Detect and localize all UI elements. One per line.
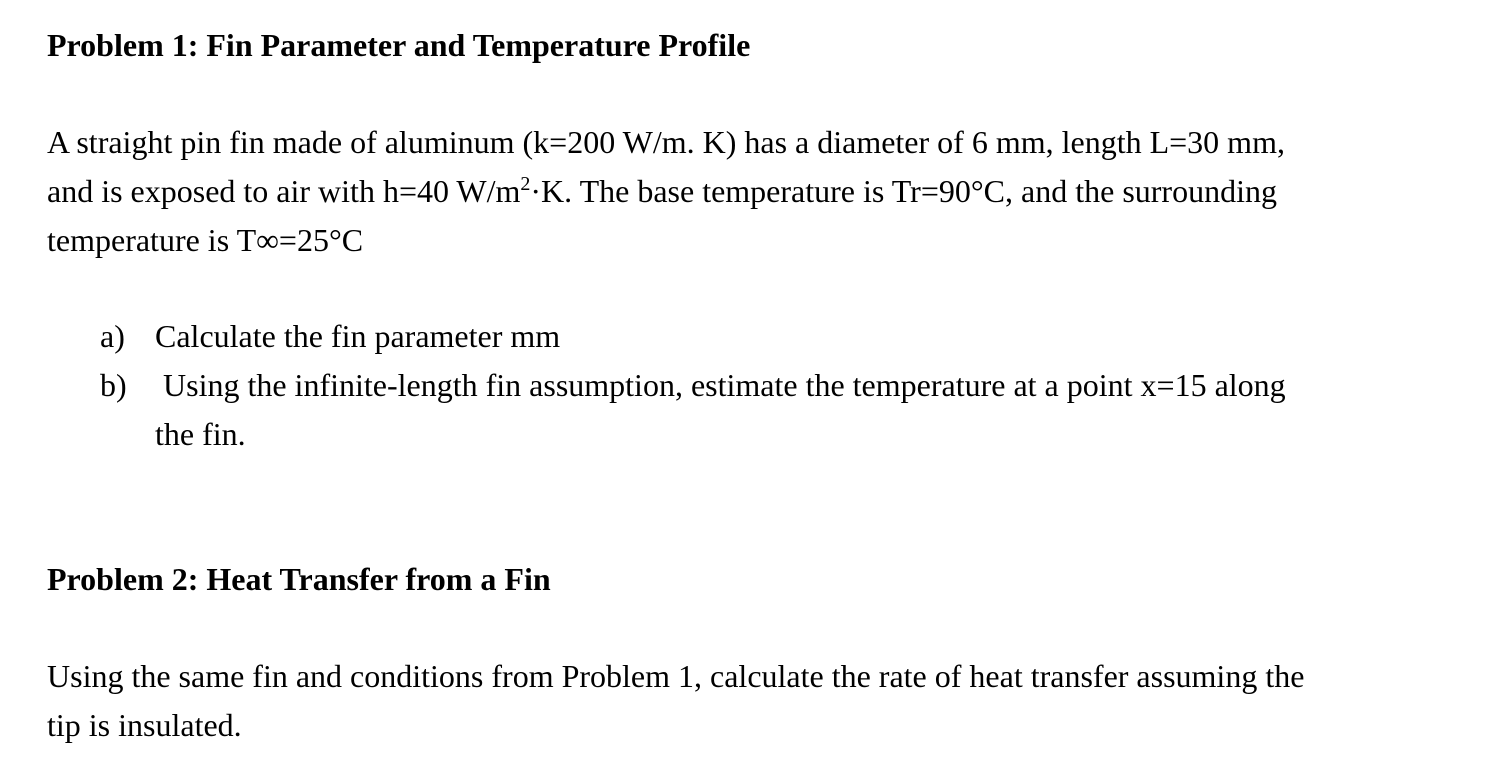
exponent-superscript: 2 bbox=[520, 173, 531, 195]
problem-1-item-b-text bbox=[155, 361, 1455, 459]
list-marker: a) bbox=[100, 318, 125, 354]
problem-2-description-line-2: tip is insulated. bbox=[47, 707, 242, 743]
problem-1-description-line-3: temperature is T∞=25°C bbox=[47, 222, 364, 258]
problem-1-description-line-2 bbox=[47, 167, 1467, 216]
problem-1-item-b-line-1: Using the infinite-length fin assumption, estimate the temperature at a point x=15 along bbox=[155, 367, 1286, 403]
problem-1-description bbox=[47, 118, 1467, 265]
problem-1-description-line-2-end: ·K. The base temperature is Tr=90°C, and the surrounding bbox=[530, 173, 1277, 209]
problem-1-description-line-1: A straight pin fin made of aluminum (k=200 W/m. K) has a diameter of 6 mm, length L=30 mm, bbox=[47, 124, 1285, 160]
problem-2-description bbox=[47, 652, 1467, 750]
problem-1-item-a-text bbox=[155, 312, 1455, 361]
problem-2-title: Problem 2: Heat Transfer from a Fin bbox=[47, 561, 551, 597]
problem-1-description-line-2-start: and is exposed to air with h=40 W/m bbox=[47, 173, 521, 209]
problem-1-item-a-line-1: Calculate the fin parameter mm bbox=[155, 318, 561, 354]
problem-2-description-line-1: Using the same fin and conditions from Problem 1, calculate the rate of heat transfer assuming the bbox=[47, 658, 1305, 694]
problem-1-title: Problem 1: Fin Parameter and Temperature Profile bbox=[47, 27, 751, 63]
list-marker: b) bbox=[100, 367, 127, 403]
problem-1-item-b-line-2: the fin. bbox=[155, 416, 246, 452]
